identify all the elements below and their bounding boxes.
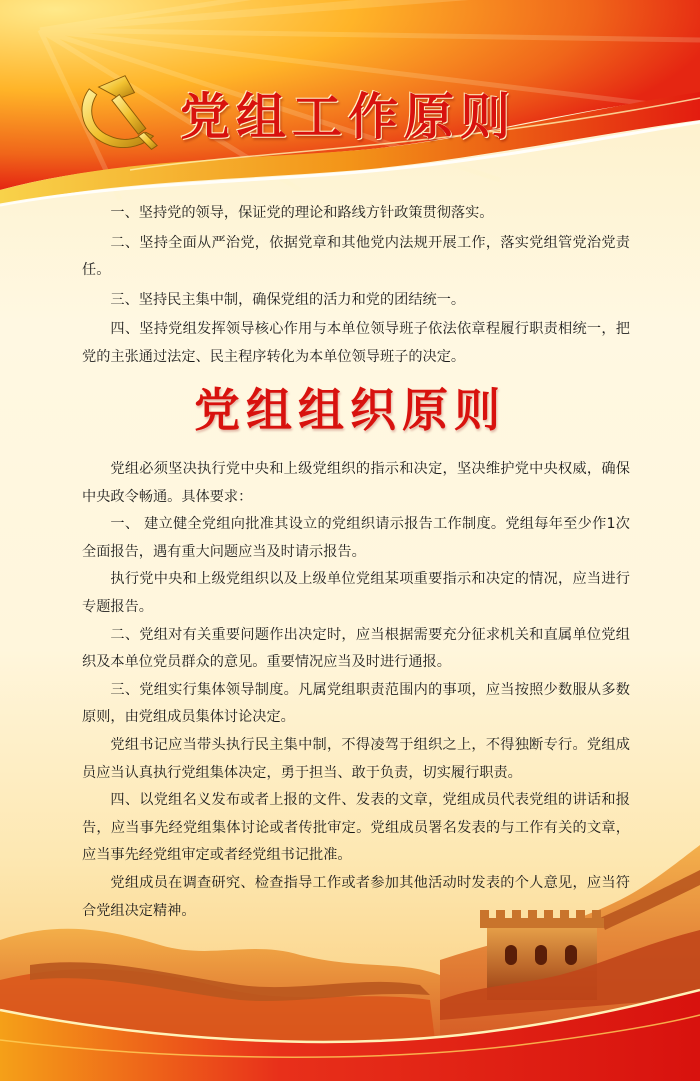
work-principles-section [82, 200, 630, 374]
org-principles-title: 党组组织原则 [194, 383, 506, 437]
org-principle-item: 党组书记应当带头执行民主集中制，不得凌驾于组织之上，不得独断专行。党组成员应当认真执行党组集体决定，勇于担当、敢于负责，切实履行职责。 [82, 736, 630, 781]
org-principle-item: 一、 建立健全党组向批准其设立的党组织请示报告工作制度。党组每年至少作1次全面报告，遇有重大问题应当及时请示报告。 [82, 516, 630, 560]
org-principle-item: 二、党组对有关重要问题作出决定时，应当根据需要充分征求机关和直属单位党组织及本单位党员群众的意见。重要情况应当及时进行通报。 [82, 626, 630, 671]
org-principle-item: 三、党组实行集体领导制度。凡属党组职责范围内的事项，应当按照少数服从多数原则，由党组成员集体讨论决定。 [82, 681, 630, 726]
org-principles-section [82, 456, 630, 925]
work-principle-item: 三、坚持民主集中制，确保党组的活力和党的团结统一。 [110, 291, 466, 308]
org-principle-item: 四、以党组名义发布或者上报的文件、发表的文章，党组成员代表党组的讲话和报告，应当事先经党组集体讨论或者传批审定。党组成员署名发表的与工作有关的文章，应当事先经党组审定或者经党组书记批准。 [82, 792, 630, 864]
work-principles-title: 党组工作原则 [180, 87, 516, 146]
work-principle-item: 二、坚持全面从严治党，依据党章和其他党内法规开展工作，落实党组管党治党责任。 [82, 234, 630, 279]
work-principle-item: 一、坚持党的领导，保证党的理论和路线方针政策贯彻落实。 [110, 205, 494, 221]
org-principle-item: 党组成员在调查研究、检查指导工作或者参加其他活动时发表的个人意见，应当符合党组决定精神。 [82, 874, 630, 919]
party-emblem-icon [70, 70, 165, 155]
org-principle-item: 执行党中央和上级党组织以及上级单位党组某项重要指示和决定的情况，应当进行专题报告。 [82, 571, 630, 615]
work-principle-item: 四、坚持党组发挥领导核心作用与本单位领导班子依法依章程履行职责相统一，把党的主张通过法定、民主程序转化为本单位领导班子的决定。 [82, 321, 630, 365]
org-principle-item: 党组必须坚决执行党中央和上级党组织的指示和决定，坚决维护党中央权威，确保中央政令畅通。具体要求： [82, 461, 630, 505]
